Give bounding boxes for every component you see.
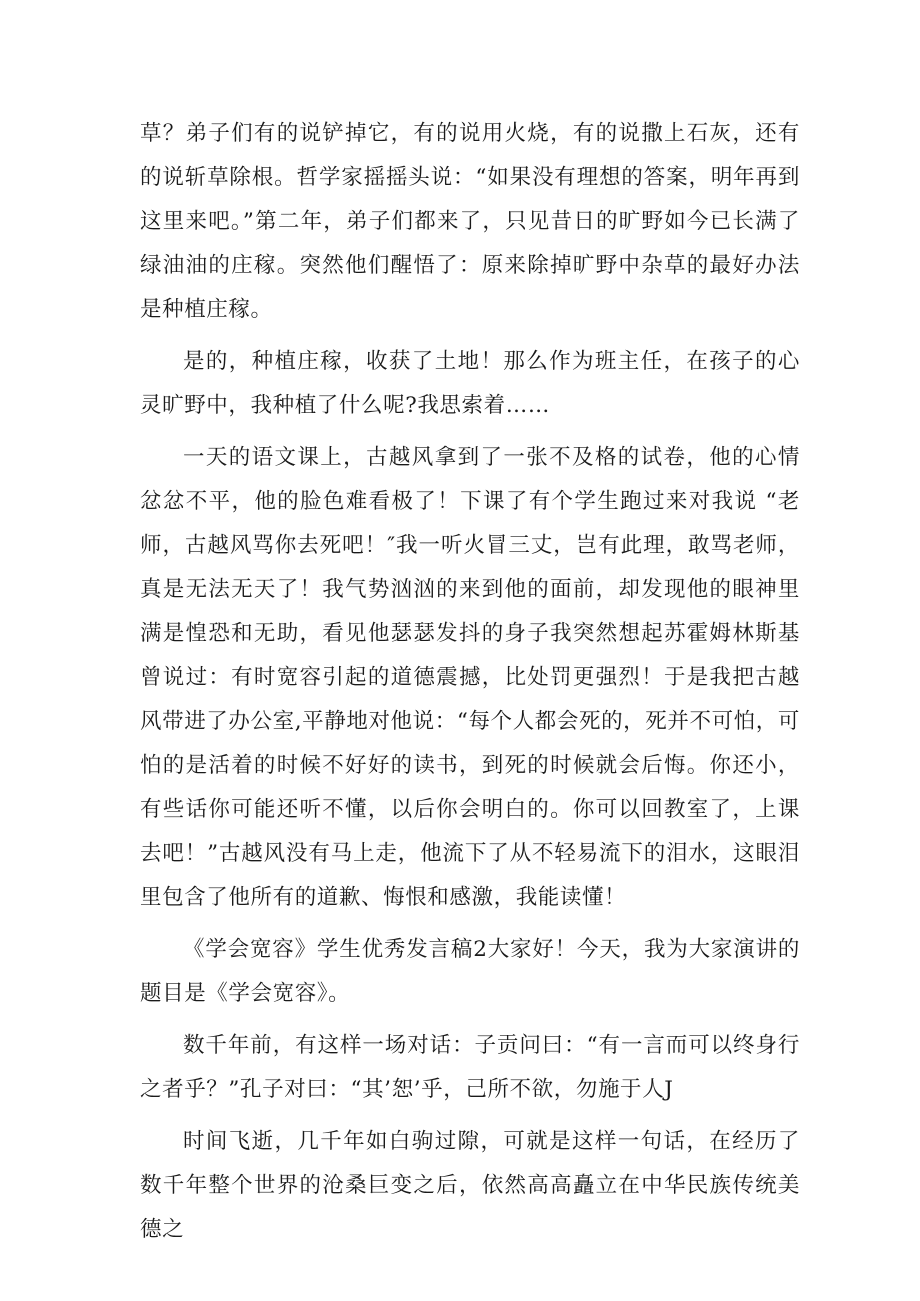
paragraph-1: 草？弟子们有的说铲掉它，有的说用火烧，有的说撒上石灰，还有的说斩草除根。哲学家摇摇头说：“如果没有理想的答案，明年再到这里来吧。”第二年，弟子们都来了，只见昔日的旷野如今已长满了绿油油的庄稼。突然他们醒悟了：原来除掉旷野中杂草的最好办法是种植庄稼。 xyxy=(140,121,800,322)
paragraph-6: 时间飞逝，几千年如白驹过隙，可就是这样一句话，在经历了数千年整个世界的沧桑巨变之后，依然高高矗立在中华民族传统美德之 xyxy=(140,1129,800,1242)
document-body xyxy=(140,112,800,1260)
paragraph-3: 一天的语文课上，古越风拿到了一张不及格的试卷，他的心情忿忿不平，他的脸色难看极了！下课了有个学生跑过来对我说 “老师，古越风骂你去死吧！″我一听火冒三丈，岂有此理，敢骂老师，真是无法无天了！我气势汹汹的来到他的面前，却发现他的眼神里满是惶恐和无助，看见他瑟瑟发抖的身子我突然想起苏霍姆林斯基曾说过：有时宽容引起的道德震撼，比处罚更强烈！于是我把古越风带进了办公室,平静地对他说：“每个人都会死的，死并不可怕，可怕的是活着的时候不好好的读书，到死的时候就会后悔。你还小，有些话你可能还听不懂，以后你会明白的。你可以回教室了，上课去吧！”古越风没有马上走，他流下了从不轻易流下的泪水，这眼泪里包含了他所有的道歉、悔恨和感激，我能读懂！ xyxy=(140,445,800,910)
paragraph-2: 是的，种植庄稼，收获了土地！那么作为班主任，在孩子的心灵旷野中，我种植了什么呢?我思索着…… xyxy=(140,349,800,418)
paragraph-4: 《学会宽容》学生优秀发言稿2大家好！今天，我为大家演讲的题目是《学会宽容》。 xyxy=(140,937,800,1006)
paragraph-5: 数千年前，有这样一场对话：子贡问曰：“有一言而可以终身行之者乎？”孔子对曰：“其’恕’乎，己所不欲，勿施于人J xyxy=(140,1033,800,1102)
